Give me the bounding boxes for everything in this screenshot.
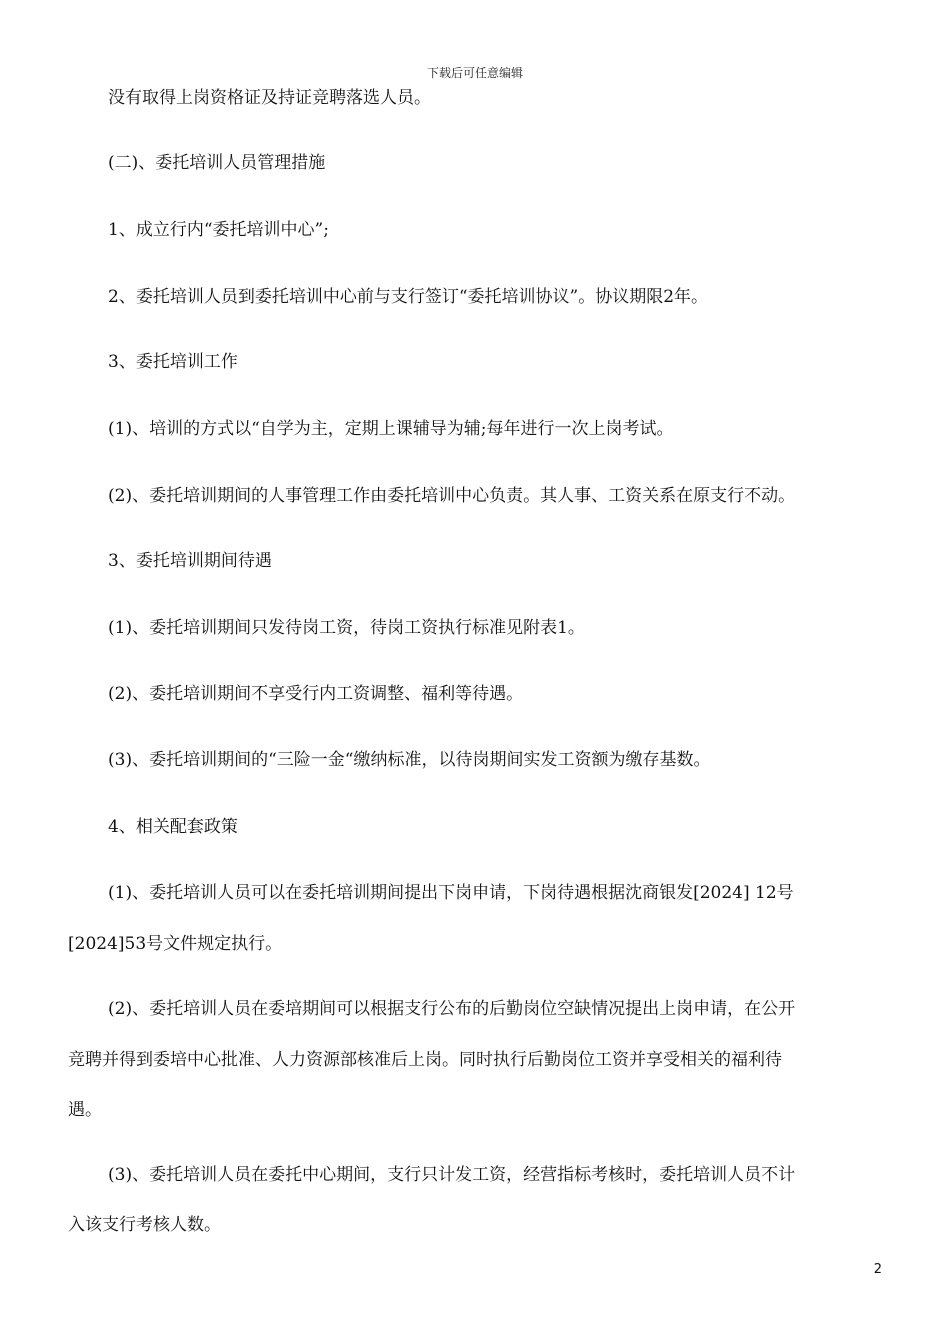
text-line: 4、相关配套政策 [108,817,238,837]
text-line: (3)、委托培训人员在委托中心期间，支行只计发工资，经营指标考核时，委托培训人员不计 [108,1165,796,1185]
text-line: 竞聘并得到委培中心批准、人力资源部核准后上岗。同时执行后勤岗位工资并享受相关的福利待 [68,1050,782,1070]
text-line: (二)、委托培训人员管理措施 [108,153,326,173]
text-line: (3)、委托培训期间的“三险一金“缴纳标准，以待岗期间实发工资额为缴存基数。 [108,750,711,770]
text-line: [2024]53号文件规定执行。 [68,934,283,954]
text-line: 3、委托培训工作 [108,352,238,372]
text-line: (2)、委托培训人员在委培期间可以根据支行公布的后勤岗位空缺情况提出上岗申请，在公开 [108,999,796,1019]
text-line: (1)、培训的方式以“自学为主，定期上课辅导为辅;每年进行一次上岗考试。 [108,419,674,439]
text-line: 入该支行考核人数。 [68,1215,221,1235]
text-line: (2)、委托培训期间不享受行内工资调整、福利等待遇。 [108,684,524,704]
text-line: 遇。 [68,1100,102,1120]
text-line: 没有取得上岗资格证及持证竞聘落选人员。 [108,88,431,108]
text-line: 2、委托培训人员到委托培训中心前与支行签订“委托培训协议”。协议期限2年。 [108,287,709,307]
text-line: 3、委托培训期间待遇 [108,551,272,571]
header-note: 下载后可任意编辑 [426,66,523,80]
text-line: (2)、委托培训期间的人事管理工作由委托培训中心负责。其人事、工资关系在原支行不动。 [108,486,796,506]
page-number: 2 [873,1262,882,1277]
text-line: (1)、委托培训人员可以在委托培训期间提出下岗申请，下岗待遇根据沈商银发[2024] 12号 [108,883,794,903]
text-line: 1、成立行内“委托培训中心”; [108,220,329,240]
text-line: (1)、委托培训期间只发待岗工资，待岗工资执行标准见附表1。 [108,618,585,638]
